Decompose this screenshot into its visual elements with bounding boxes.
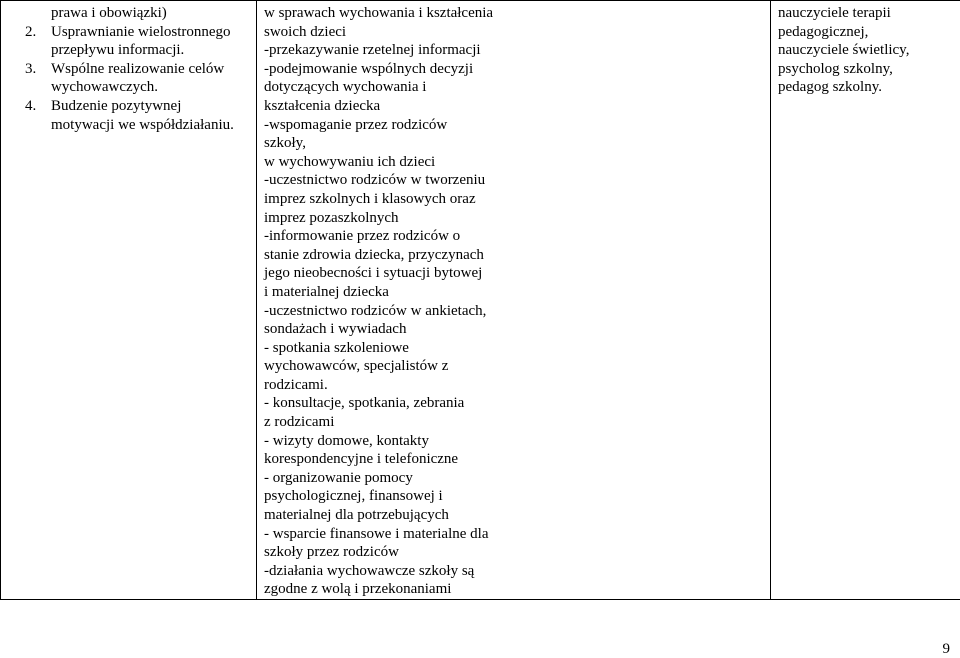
col2-line: korespondencyjne i telefoniczne bbox=[264, 451, 459, 468]
list-item bbox=[25, 97, 250, 134]
col2-line: kształcenia dziecka bbox=[264, 97, 381, 114]
list-text-line: Wspólne realizowanie celów bbox=[51, 60, 225, 77]
col2-line: dotyczących wychowania i bbox=[264, 79, 427, 96]
col3-line: pedagog szkolny. bbox=[778, 79, 883, 96]
list-text bbox=[51, 23, 231, 60]
list-text-line: wychowawczych. bbox=[51, 79, 159, 96]
list-text-line: Usprawnianie wielostronnego bbox=[51, 23, 231, 40]
col2-line: -uczestnictwo rodziców w tworzeniu bbox=[264, 172, 486, 189]
responsible-text bbox=[771, 1, 960, 97]
col2-line: jego nieobecności i sytuacji bytowej bbox=[264, 265, 483, 282]
col2-line: - organizowanie pomocy bbox=[264, 469, 413, 486]
col2-line: swoich dzieci bbox=[264, 23, 347, 40]
col2-line: -przekazywanie rzetelnej informacji bbox=[264, 42, 481, 59]
col2-line: materialnej dla potrzebujących bbox=[264, 507, 449, 524]
col2-line: w wychowywaniu ich dzieci bbox=[264, 153, 436, 170]
page-number: 9 bbox=[942, 641, 950, 657]
list-number: 2. bbox=[25, 23, 37, 40]
col2-line: w sprawach wychowania i kształcenia bbox=[264, 5, 494, 21]
col2-line: -informowanie przez rodziców o bbox=[264, 228, 461, 245]
col2-line: - konsultacje, spotkania, zebrania bbox=[264, 395, 465, 412]
list-text-line: Budzenie pozytywnej bbox=[51, 97, 182, 114]
col2-line: wychowawców, specjalistów z bbox=[264, 358, 449, 375]
cell-goals bbox=[1, 1, 257, 600]
list-text bbox=[51, 97, 234, 134]
cell-responsible-persons bbox=[771, 1, 960, 600]
col2-line: i materialnej dziecka bbox=[264, 283, 389, 300]
forms-text bbox=[257, 1, 770, 599]
cell-forms-of-cooperation bbox=[257, 1, 771, 600]
col2-line: imprez pozaszkolnych bbox=[264, 209, 399, 226]
col2-line: -wspomaganie przez rodziców bbox=[264, 116, 448, 133]
list-text bbox=[51, 60, 224, 97]
col2-line: imprez szkolnych i klasowych oraz bbox=[264, 190, 476, 207]
list-number: 3. bbox=[25, 60, 37, 77]
col2-line: stanie zdrowia dziecka, przyczynach bbox=[264, 246, 484, 263]
col3-line: psycholog szkolny, bbox=[778, 60, 893, 77]
col3-line: nauczyciele terapii bbox=[778, 5, 891, 21]
list-item bbox=[25, 23, 250, 60]
col2-line: psychologicznej, finansowej i bbox=[264, 488, 443, 505]
col2-line: -uczestnictwo rodziców w ankietach, bbox=[264, 302, 487, 319]
col2-line: zgodne z wolą i przekonaniami bbox=[264, 581, 452, 598]
list-text-line: motywacji we współdziałaniu. bbox=[51, 116, 234, 133]
table-row bbox=[1, 1, 960, 600]
col2-line: sondażach i wywiadach bbox=[264, 321, 407, 338]
col2-line: - wsparcie finansowe i materialne dla bbox=[264, 525, 489, 542]
col2-line: szkoły, bbox=[264, 135, 306, 152]
col2-line: szkoły przez rodziców bbox=[264, 544, 399, 561]
col2-line: rodzicami. bbox=[264, 376, 328, 393]
list-item bbox=[25, 60, 250, 97]
col2-line: z rodzicami bbox=[264, 414, 335, 431]
list-number: 4. bbox=[25, 97, 37, 114]
list-text-line: przepływu informacji. bbox=[51, 42, 185, 59]
col3-line: nauczyciele świetlicy, bbox=[778, 42, 910, 59]
goals-first-line: prawa i obowiązki) bbox=[51, 5, 167, 21]
col2-line: -działania wychowawcze szkoły są bbox=[264, 562, 475, 579]
col2-line: -podejmowanie wspólnych decyzji bbox=[264, 60, 474, 77]
col2-line: - spotkania szkoleniowe bbox=[264, 339, 409, 356]
col2-line: - wizyty domowe, kontakty bbox=[264, 432, 429, 449]
col3-line: pedagogicznej, bbox=[778, 23, 869, 40]
